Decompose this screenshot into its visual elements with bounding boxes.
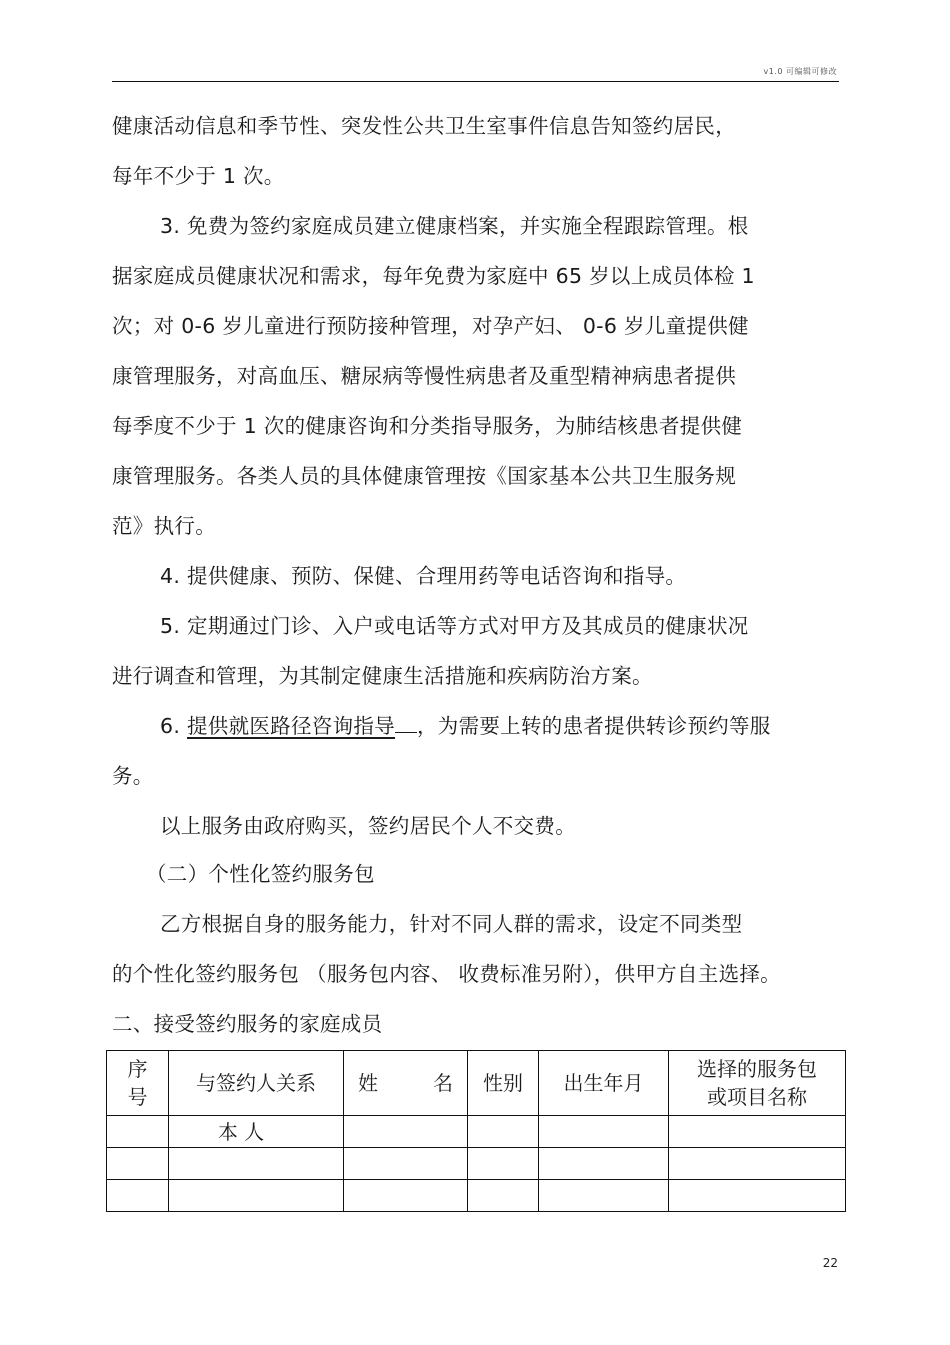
cell-birth [539, 1148, 669, 1180]
section-2-line: 的个性化签约服务包 （服务包内容、 收费标准另附），供甲方自主选择。 [112, 962, 781, 986]
table-row [107, 1148, 846, 1180]
table-row [107, 1116, 846, 1148]
item-5-line: 5. 定期通过门诊、入户或电话等方式对甲方及其成员的健康状况 [160, 614, 749, 638]
header-rule [112, 81, 839, 82]
header-gender: 性别 [468, 1051, 539, 1116]
cell-name [344, 1148, 468, 1180]
header-package: 选择的服务包 或项目名称 [669, 1051, 846, 1116]
cell-relation [169, 1148, 344, 1180]
paragraph-line: 范》执行。 [112, 514, 216, 538]
cell-package [669, 1148, 846, 1180]
header-version-note: v1.0 可编辑可修改 [763, 67, 837, 76]
item-6-line [160, 712, 771, 740]
section-2-title: （二）个性化签约服务包 [146, 862, 375, 886]
paragraph-line: 次；对 0-6 岁儿童进行预防接种管理，对孕产妇、 0-6 岁儿童提供健 [112, 314, 749, 338]
paragraph-line: 康管理服务。各类人员的具体健康管理按《国家基本公共卫生服务规 [112, 464, 736, 488]
table-header-row [107, 1051, 846, 1116]
gov-note: 以上服务由政府购买，签约居民个人不交费。 [160, 814, 576, 838]
item-4-line: 4. 提供健康、预防、保健、合理用药等电话咨询和指导。 [160, 564, 687, 588]
underline-blank [395, 712, 417, 733]
paragraph-line: 据家庭成员健康状况和需求，每年免费为家庭中 65 岁以上成员体检 1 [112, 264, 755, 288]
header-birth: 出生年月 [539, 1051, 669, 1116]
cell-name [344, 1116, 468, 1148]
paragraph-line: 每季度不少于 1 次的健康咨询和分类指导服务，为肺结核患者提供健 [112, 414, 743, 438]
cell-relation [169, 1180, 344, 1212]
item-6-underlined-text: 提供就医路径咨询指导 [186, 714, 395, 738]
cell-gender [468, 1116, 539, 1148]
part-2-title: 二、接受签约服务的家庭成员 [112, 1012, 383, 1036]
header-name: 姓 名 [344, 1051, 468, 1116]
page-number: 22 [822, 1256, 838, 1270]
cell-package [669, 1116, 846, 1148]
cell-seq [107, 1116, 169, 1148]
item-3-line: 3. 免费为签约家庭成员建立健康档案，并实施全程跟踪管理。根 [160, 214, 749, 238]
header-seq: 序 号 [107, 1051, 169, 1116]
family-members-table [106, 1050, 846, 1212]
cell-birth [539, 1180, 669, 1212]
paragraph-line: 进行调查和管理，为其制定健康生活措施和疾病防治方案。 [112, 664, 653, 688]
cell-package [669, 1180, 846, 1212]
section-2-line: 乙方根据自身的服务能力，针对不同人群的需求，设定不同类型 [160, 912, 743, 936]
item-6-prefix: 6. [160, 714, 187, 738]
cell-seq [107, 1148, 169, 1180]
paragraph-line: 每年不少于 1 次。 [112, 164, 285, 188]
item-6-rest: ，为需要上转的患者提供转诊预约等服 [416, 714, 771, 738]
cell-gender [468, 1180, 539, 1212]
cell-name [344, 1180, 468, 1212]
cell-birth [539, 1116, 669, 1148]
paragraph-line: 健康活动信息和季节性、突发性公共卫生室事件信息告知签约居民， [112, 114, 736, 138]
table-row [107, 1180, 846, 1212]
cell-gender [468, 1148, 539, 1180]
header-relation: 与签约人关系 [169, 1051, 344, 1116]
paragraph-line: 务。 [112, 764, 154, 788]
paragraph-line: 康管理服务，对高血压、糖尿病等慢性病患者及重型精神病患者提供 [112, 364, 736, 388]
cell-relation: 本 人 [169, 1116, 344, 1148]
cell-seq [107, 1180, 169, 1212]
